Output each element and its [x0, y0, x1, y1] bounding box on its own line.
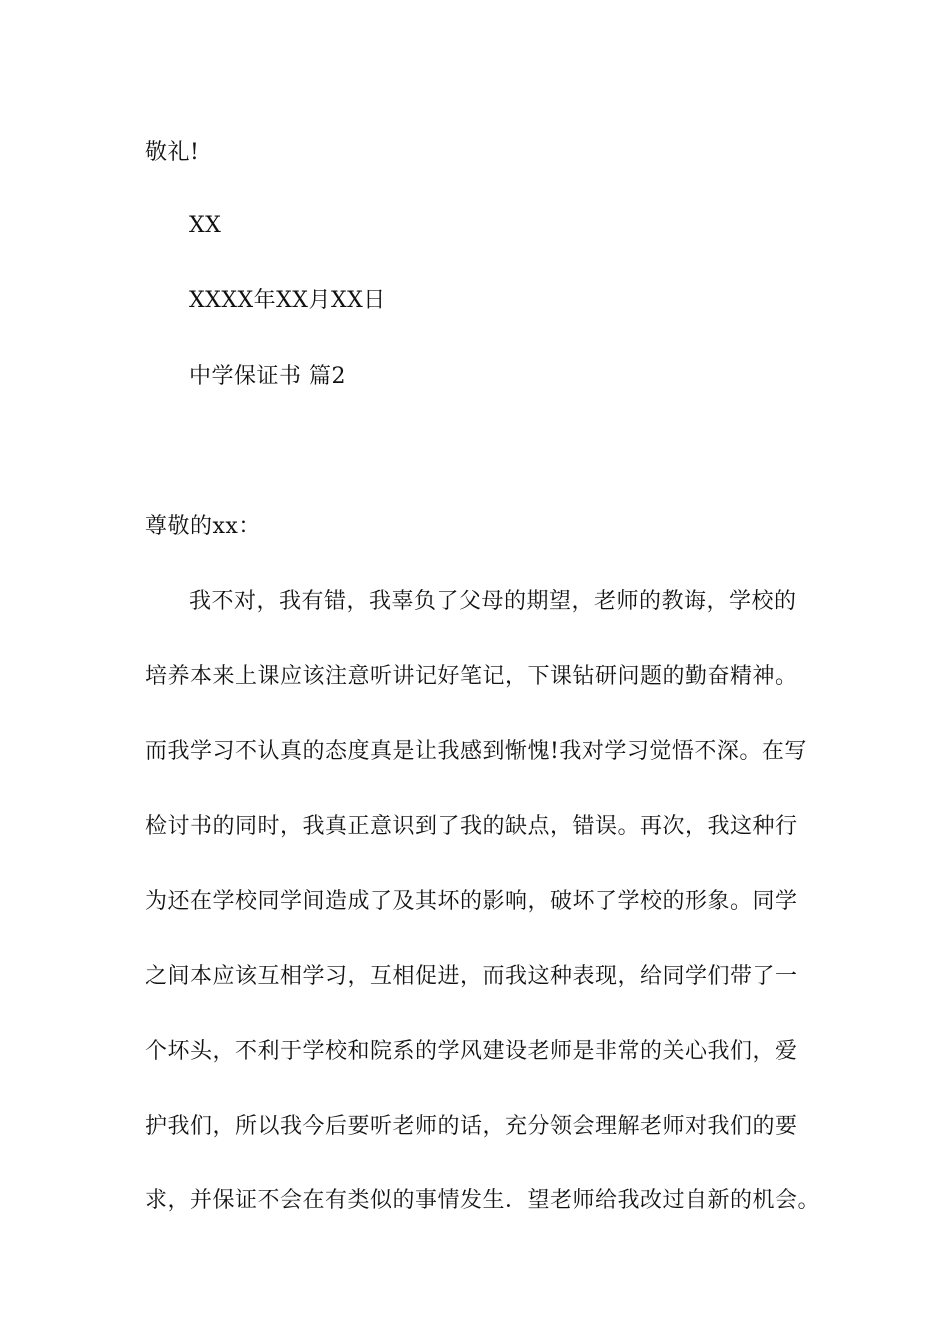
body-line: 之间本应该互相学习，互相促进，而我这种表现，给同学们带了一 — [145, 964, 798, 989]
signature-date: XXXX年XX月XX日 — [189, 288, 386, 313]
closing-text: 敬礼! — [145, 140, 200, 165]
body-line: 而我学习不认真的态度真是让我感到惭愧!我对学习觉悟不深。在写 — [145, 739, 807, 764]
body-line: 护我们，所以我今后要听老师的话，充分领会理解老师对我们的要 — [145, 1114, 798, 1139]
section-title: 中学保证书 篇2 — [189, 364, 346, 389]
body-line: 个坏头，不利于学校和院系的学风建设老师是非常的关心我们，爱 — [145, 1039, 798, 1064]
signature-name: XX — [189, 213, 222, 238]
body-line: 培养本来上课应该注意听讲记好笔记，下课钻研问题的勤奋精神。 — [145, 664, 798, 689]
body-line: 为还在学校同学间造成了及其坏的影响，破坏了学校的形象。同学 — [145, 889, 798, 914]
salutation: 尊敬的xx： — [145, 514, 261, 539]
body-line: 求，并保证不会在有类似的事情发生．望老师给我改过自新的机会。 — [145, 1188, 821, 1213]
body-line: 我不对，我有错，我辜负了父母的期望，老师的教诲，学校的 — [189, 589, 797, 614]
body-line: 检讨书的同时，我真正意识到了我的缺点，错误。再次，我这种行 — [145, 814, 798, 839]
